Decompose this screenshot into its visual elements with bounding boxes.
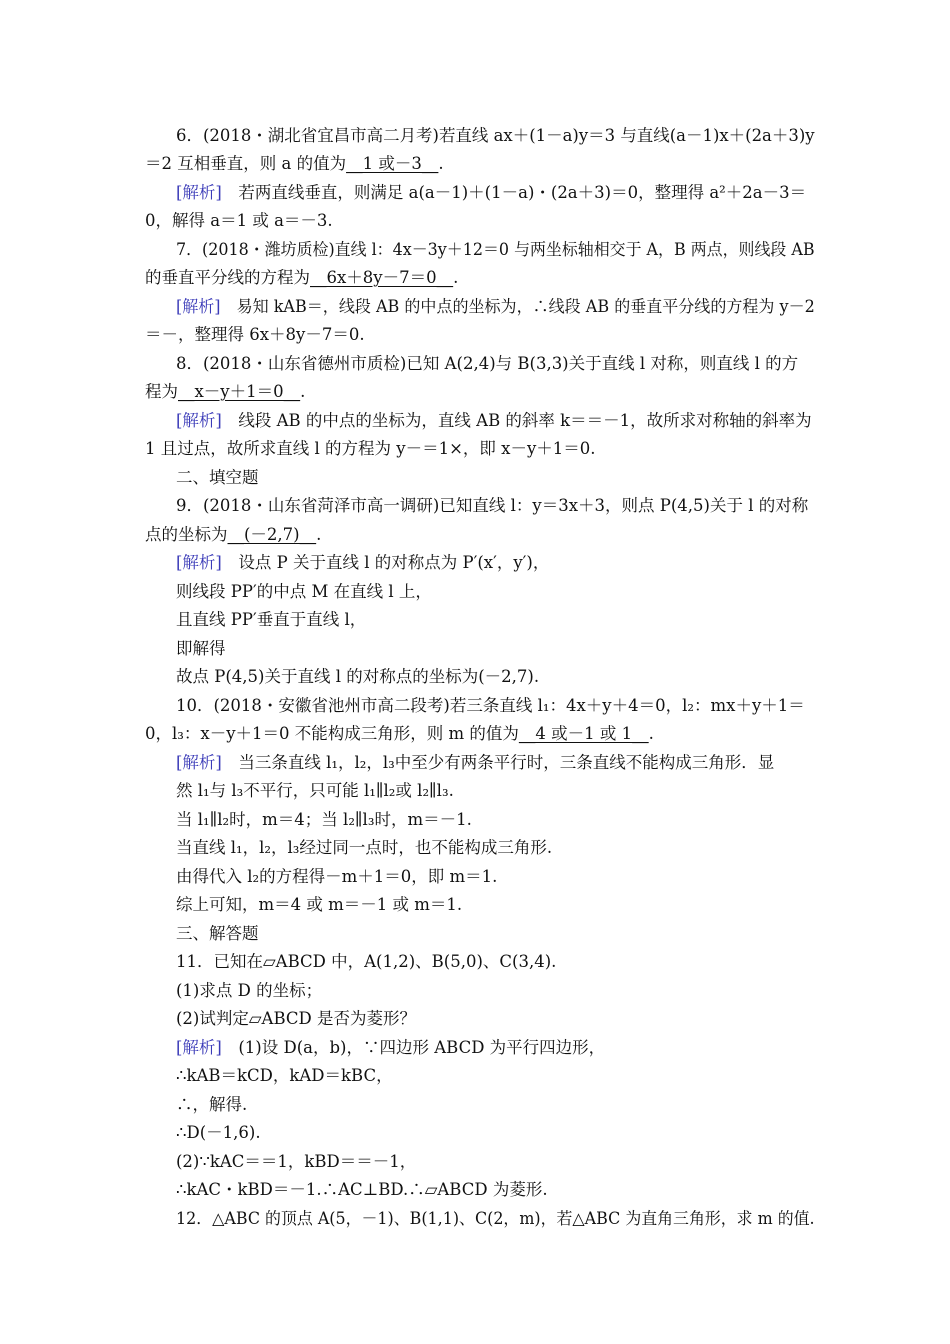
text-line-l38 [176,1180,548,1200]
text-run: 且直线 PP′垂直于直线 l， [176,610,367,629]
text-line-l03 [176,183,806,203]
text-line-l39 [176,1209,815,1229]
answer-blank: __(－2,7)__ [227,525,317,544]
text-run: 12．△ABC 的顶点 A(5，－1)、B(1,1)、C(2，m)，若△ABC 为直角三角形，求 m 的值. [176,1209,815,1228]
text-line-l37 [176,1152,416,1172]
text-line-l10 [145,382,305,402]
text-run: . [648,724,654,743]
text-run: 点的坐标为 [145,525,228,544]
text-line-l19 [176,639,226,659]
text-line-l12 [145,439,596,459]
text-run: 三、解答题 [176,924,259,943]
text-run: 6．(2018・湖北省宜昌市高二月考)若直线 ax＋(1－a)y＝3 与直线(a－1)x＋(2a＋3)y [176,126,815,145]
text-line-l27 [176,867,497,887]
text-run: ∴，解得. [176,1095,248,1114]
text-run: 0，解得 a＝1 或 a＝－3. [145,211,333,230]
text-line-l17 [176,582,432,602]
text-run: (2)∵kAC＝＝1，kBD＝＝－1， [176,1152,417,1171]
text-run: (1)求点 D 的坐标； [176,981,323,1000]
text-line-l09 [176,354,798,374]
text-run: 0，l₃：x－y＋1＝0 不能构成三角形，则 m 的值为 [145,724,519,743]
analysis-tag: [解析] [176,297,221,316]
text-run: 当直线 l₁，l₂，l₃经过同一点时，也不能构成三角形. [176,838,553,857]
text-line-l20 [176,667,539,687]
text-run: 综上可知，m＝4 或 m＝－1 或 m＝1. [176,895,463,914]
text-run: (1)设 D(a，b)，∵四边形 ABCD 为平行四边形， [221,1038,606,1057]
text-line-l34 [176,1066,393,1086]
text-line-l31 [176,981,322,1001]
text-run: ＝－，整理得 6x＋8y－7＝0. [145,325,365,344]
text-run: . [300,382,306,401]
text-run: ∴kAC・kBD＝－1.∴AC⊥BD.∴▱ABCD 为菱形. [176,1180,548,1199]
text-line-l24 [176,781,454,801]
text-run: 7．(2018・潍坊质检)直线 l：4x－3y＋12＝0 与两坐标轴相交于 A，B 两点，则线段 AB [176,240,815,259]
answer-blank: __6x＋8y－7＝0__ [310,268,454,287]
text-run: 然 l₁与 l₃不平行，只可能 l₁∥l₂或 l₂∥l₃. [176,781,454,800]
text-run: . [453,268,459,287]
text-run: ∴kAB＝kCD，kAD＝kBC， [176,1066,393,1085]
text-run: 当 l₁∥l₂时，m＝4；当 l₂∥l₃时，m＝－1. [176,810,472,829]
text-run: 由得代入 l₂的方程得－m＋1＝0，即 m＝1. [176,867,498,886]
text-line-l08 [145,325,365,345]
text-run: (2)试判定▱ABCD 是否为菱形？ [176,1009,417,1028]
text-line-l32 [176,1009,416,1029]
text-run: 程为 [145,382,178,401]
text-run: 若两直线垂直，则满足 a(a－1)＋(1－a)・(2a＋3)＝0，整理得 a²＋2a－3＝ [221,183,807,202]
text-run: 二、填空题 [176,468,259,487]
text-run: ＝2 互相垂直，则 a 的值为 [145,154,347,173]
analysis-tag: [解析] [176,1038,222,1057]
text-line-l06 [145,268,458,288]
text-line-l07 [176,297,815,317]
text-line-l25 [176,810,472,830]
analysis-tag: [解析] [176,553,222,572]
text-line-l05 [176,240,815,260]
text-line-l29 [176,924,259,944]
text-run: 9．(2018・山东省菏泽市高一调研)已知直线 l：y＝3x＋3，则点 P(4,5)关于 l 的对称 [176,496,809,515]
analysis-tag: [解析] [176,183,222,202]
text-line-l04 [145,211,333,231]
text-run: ∴D(－1,6). [176,1123,261,1142]
text-line-l35 [176,1095,247,1115]
text-run: 即解得 [176,639,226,658]
answer-blank: __4 或－1 或 1__ [518,724,649,743]
text-run: . [438,154,444,173]
text-line-l15 [145,525,321,545]
text-line-l14 [176,496,808,516]
answer-blank: __1 或－3__ [346,154,439,173]
answer-blank: __x－y＋1＝0__ [178,382,301,401]
text-line-l01 [176,126,815,146]
text-run: 故点 P(4,5)关于直线 l 的对称点的坐标为(－2,7). [176,667,540,686]
text-line-l22 [145,724,654,744]
text-line-l26 [176,838,552,858]
text-run: . [316,525,322,544]
text-run: 则线段 PP′的中点 M 在直线 l 上， [176,582,432,601]
text-line-l13 [176,468,259,488]
text-run: 10．(2018・安徽省池州市高二段考)若三条直线 l₁：4x＋y＋4＝0，l₂：mx＋y＋1＝ [176,696,805,715]
text-line-l21 [176,696,805,716]
text-run: 设点 P 关于直线 l 的对称点为 P′(x′，y′)， [221,553,550,572]
text-line-l02 [145,154,444,174]
analysis-tag: [解析] [176,411,222,430]
text-run: 1 且过点，故所求直线 l 的方程为 y－＝1×，即 x－y＋1＝0. [145,439,596,458]
text-run: 易知 kAB＝，线段 AB 的中点的坐标为，∴线段 AB 的垂直平分线的方程为 y－2 [220,297,815,316]
text-run: 11．已知在▱ABCD 中，A(1,2)、B(5,0)、C(3,4). [176,952,557,971]
text-run: 线段 AB 的中点的坐标为，直线 AB 的斜率 k＝＝－1，故所求对称轴的斜率为 [221,411,812,430]
text-line-l30 [176,952,556,972]
text-line-l16 [176,553,549,573]
text-line-l11 [176,411,812,431]
analysis-tag: [解析] [176,753,222,772]
text-run: 当三条直线 l₁，l₂，l₃中至少有两条平行时，三条直线不能构成三角形．显 [221,753,775,772]
text-line-l28 [176,895,462,915]
text-line-l33 [176,1038,605,1058]
text-line-l23 [176,753,774,773]
text-run: 的垂直平分线的方程为 [145,268,310,287]
text-line-l36 [176,1123,261,1143]
text-run: 8．(2018・山东省德州市质检)已知 A(2,4)与 B(3,3)关于直线 l 对称，则直线 l 的方 [176,354,799,373]
text-line-l18 [176,610,366,630]
